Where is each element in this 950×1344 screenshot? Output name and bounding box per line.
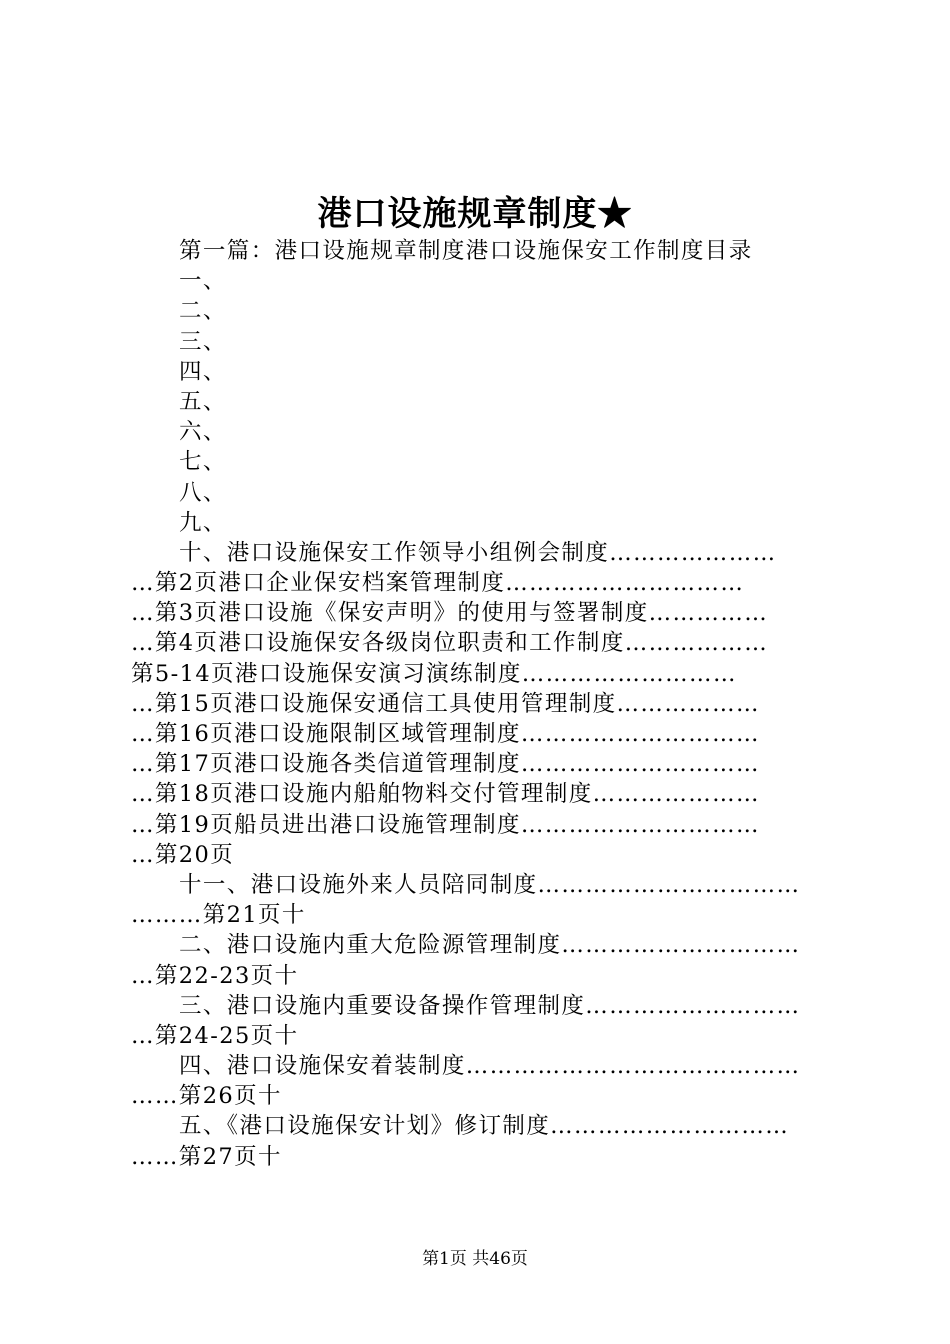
document-line: 十、港口设施保安工作领导小组例会制度………………… [179, 539, 777, 566]
document-line: …第3页港口设施《保安声明》的使用与签署制度…………… [131, 600, 769, 627]
document-line: 七、 [179, 449, 227, 476]
document-line: 五、 [179, 388, 227, 415]
document-line: 九、 [179, 509, 227, 536]
document-line: 五、《港口设施保安计划》修订制度………………………… [179, 1113, 790, 1140]
document-line: ……第26页十 [131, 1083, 282, 1110]
document-line: 三、港口设施内重要设备操作管理制度……………………… [179, 992, 801, 1019]
document-line: …第15页港口设施保安通信工具使用管理制度……………… [131, 690, 760, 717]
document-line: 四、 [179, 358, 227, 385]
document-line: …第18页港口设施内船舶物料交付管理制度………………… [131, 781, 760, 808]
document-line: 四、港口设施保安着装制度…………………………………… [179, 1053, 801, 1080]
document-line: 第一篇：港口设施规章制度港口设施保安工作制度目录 [179, 238, 753, 264]
document-line: 二、 [179, 298, 227, 325]
document-line: ………第21页十 [131, 902, 306, 929]
document-line: …第16页港口设施限制区域管理制度………………………… [131, 721, 760, 747]
document-line: 一、 [179, 268, 227, 295]
document-line: 二、港口设施内重大危险源管理制度………………………… [179, 932, 801, 959]
document-line: 第5-14页港口设施保安演习演练制度……………………… [131, 660, 737, 687]
document-line: …第4页港口设施保安各级岗位职责和工作制度……………… [131, 630, 769, 657]
document-line: …第20页 [131, 841, 235, 868]
document-body [131, 236, 831, 1172]
document-line: ……第27页十 [131, 1143, 282, 1170]
document-line: …第2页港口企业保安档案管理制度………………………… [131, 570, 745, 597]
document-line: …第17页港口设施各类信道管理制度………………………… [131, 751, 760, 778]
document-title: 港口设施规章制度★ [317, 194, 633, 234]
document-line: 三、 [179, 328, 227, 355]
document-line: …第22-23页十 [131, 962, 299, 989]
page-footer: 第1页 共46页 [422, 1249, 528, 1269]
document-line: 十一、港口设施外来人员陪同制度…………………………… [179, 871, 801, 898]
document-line: …第19页船员进出港口设施管理制度………………………… [131, 811, 760, 838]
document-line: 六、 [179, 419, 227, 446]
document-line: 八、 [179, 479, 227, 506]
document-line: …第24-25页十 [131, 1022, 299, 1049]
